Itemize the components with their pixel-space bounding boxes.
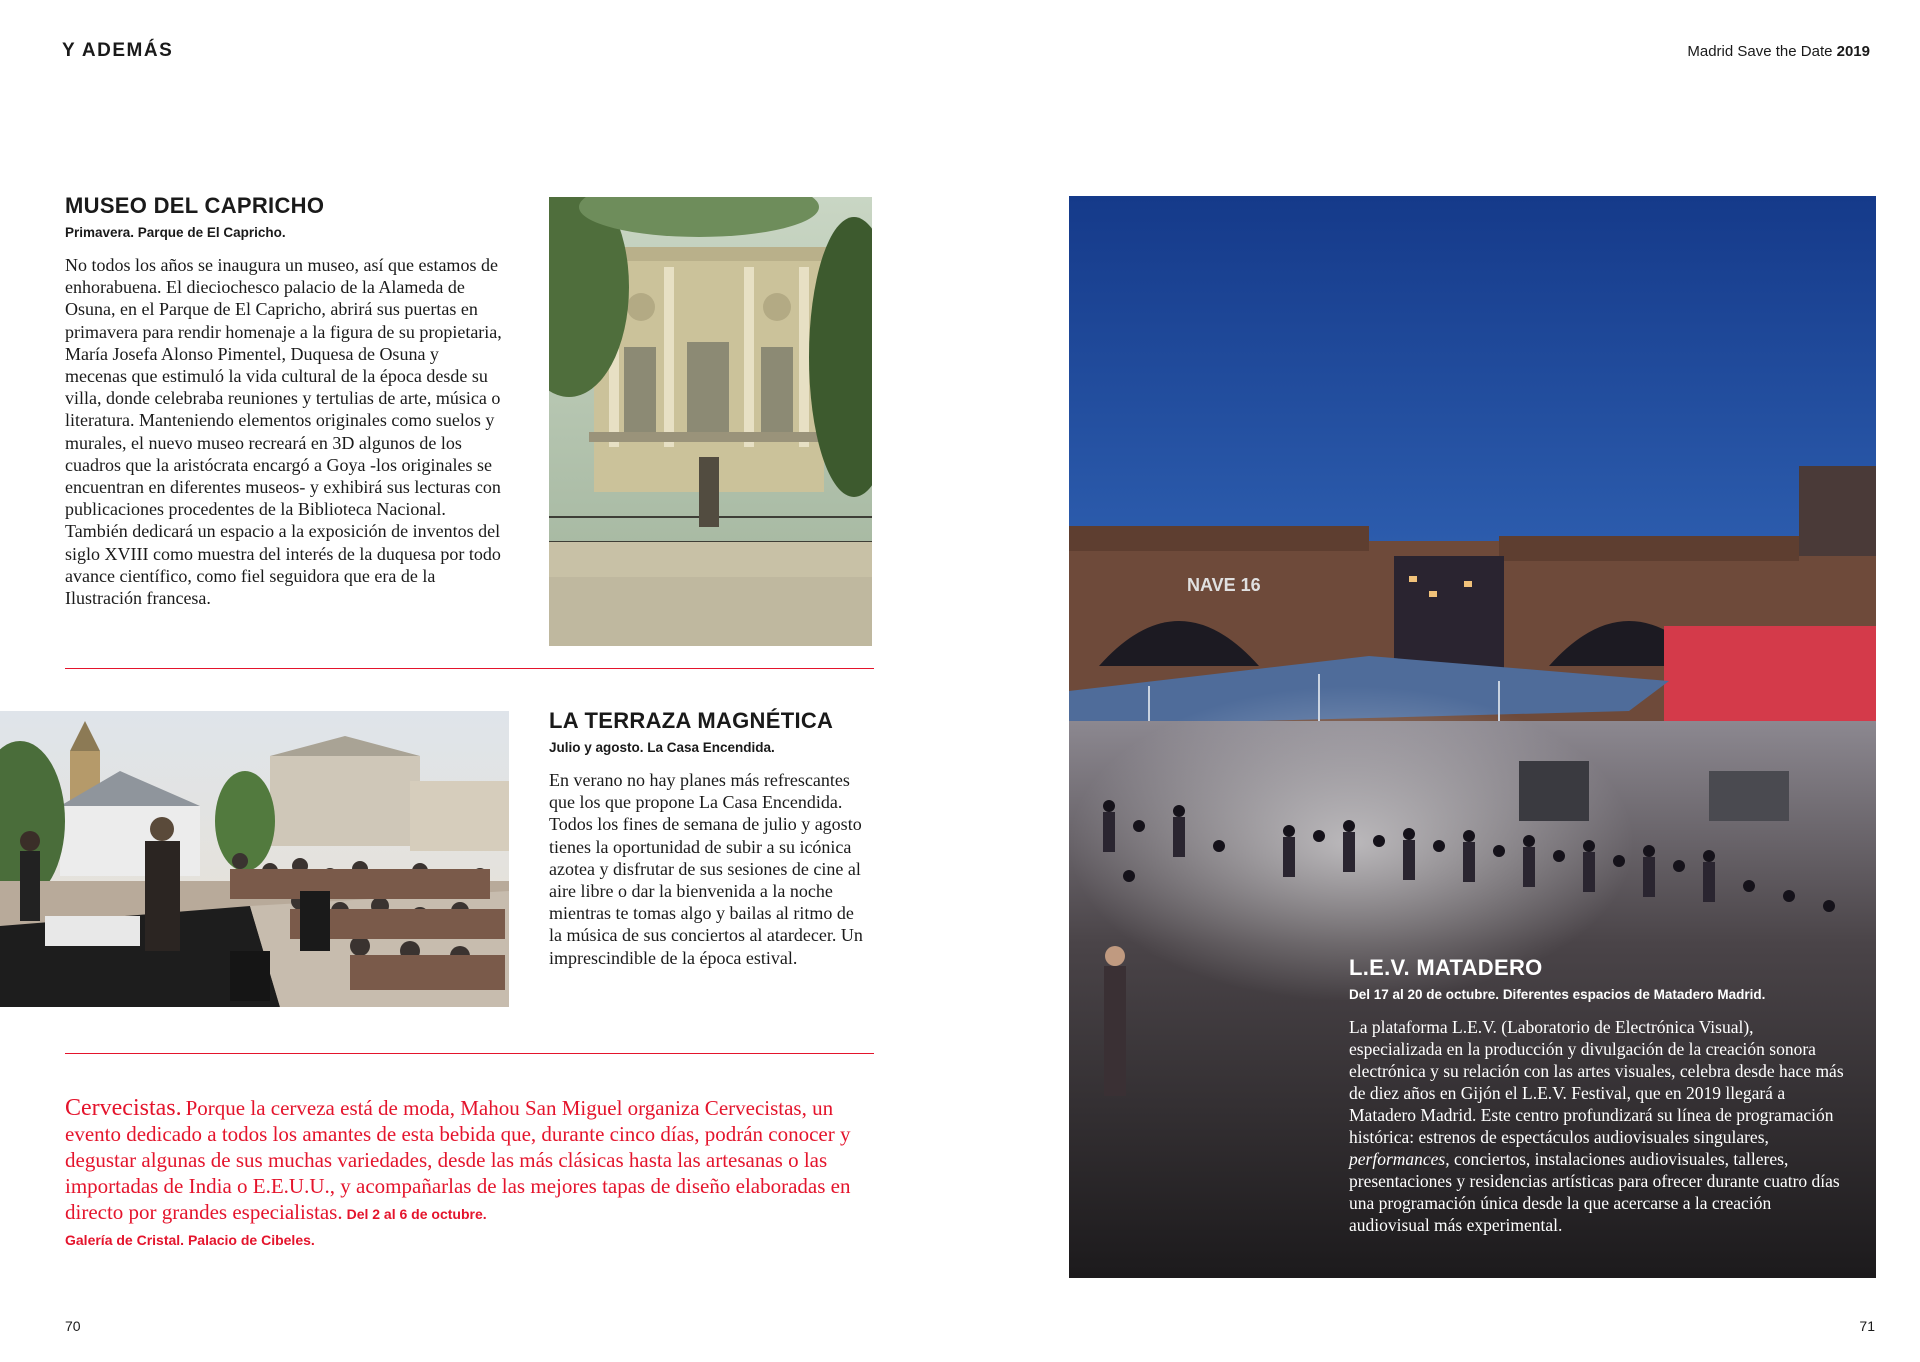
cervecistas-venue: Galería de Cristal. Palacio de Cibeles. [65,1232,315,1248]
nave-sign: NAVE 16 [1187,575,1261,595]
article-lev-matadero [1349,955,1849,1236]
article-subtitle: Del 17 al 20 de octubre. Diferentes espacios de Matadero Madrid. [1349,987,1766,1002]
cervecistas-lead: Cervecistas. [65,1095,182,1121]
page-number-right: 71 [1859,1318,1875,1334]
section-label: Y ADEMÁS [62,40,174,61]
article-title: MUSEO DEL CAPRICHO [65,193,325,218]
article-subtitle: Julio y agosto. La Casa Encendida. [549,740,775,755]
article-body: En verano no hay planes más refrescantes que los que propone La Casa Encendida. Todos los fines de semana de julio y agosto tienes la oportunidad de subir a su icónica azotea y disfrutar de sus sesiones de cine al aire libre o dar la bienvenida a la noche mientras te tomas algo y bailas al ritmo de la música de sus conciertos al atardecer. Un imprescindible de la época estival. [549,770,863,968]
publication-name: Madrid Save the Date [1687,43,1833,60]
article-title: LA TERRAZA MAGNÉTICA [549,708,834,733]
divider-rule [65,668,874,669]
cervecistas-dates: Del 2 al 6 de octubre. [346,1206,487,1222]
article-body-italic: performances, [1349,1149,1450,1169]
cervecistas-text: Porque la cerveza está de moda, Mahou San Miguel organiza Cervecistas, un evento dedicado a todos los amantes de esta bebida que, durante cinco días, podrán conocer y degustar algunas de sus muchas variedades, desde las más clásicas hasta las artesanas o las importadas de India o E.E.U.U., y acompañarlas de las mejores tapas de diseño elaboradas en directo por grandes especialistas. [65,1096,851,1224]
article-body-end: conciertos, instalaciones audiovisuales, talleres, presentaciones y residencias artísticas para ofrecer durante cuatro días una programación única desde la que acercarse a la creación audiovisual más experimental. [1349,1149,1840,1235]
article-body: No todos los años se inaugura un museo, así que estamos de enhorabuena. El dieciochesco palacio de la Alameda de Osuna, en el Parque de El Capricho, abrirá sus puertas en primavera para rendir homenaje a la figura de su propietaria, María Josefa Alonso Pimentel, Duquesa de Osuna y mecenas que estimuló la vida cultural de la época desde su villa, donde celebraba reuniones y tertulias de arte, música o literatura. Manteniendo elementos originales como suelos y murales, el nuevo museo recreará en 3D algunos de los cuadros que la aristócrata encargó a Goya -los originales se encuentran en diferentes museos- y exhibirá sus lecturas con publicaciones procedentes de la Biblioteca Nacional. También dedicará un espacio a la exposición de inventos del siglo XVIII como muestra del interés de la duquesa por todo avance científico, como fiel seguidora que era de la Ilustración francesa. [65,255,502,609]
divider-rule [65,1053,874,1054]
publication-label [1687,43,1870,60]
article-museo-capricho [65,193,505,609]
article-title: L.E.V. MATADERO [1349,955,1543,980]
article-body-start: La plataforma L.E.V. (Laboratorio de Electrónica Visual), especializada en la producción y divulgación de la creación sonora electrónica y su relación con las artes visuales, celebra desde hace más de diez años en Gijón el L.E.V. Festival, que en 2019 llegará a Matadero Madrid. Este centro profundizará su línea de programación histórica: estrenos de espectáculos audiovisuales singulares, [1349,1017,1844,1147]
terrace-photo [0,711,509,1007]
page-number-left: 70 [65,1318,81,1334]
cervecistas-note [65,1095,875,1253]
palace-photo [549,197,872,646]
article-terraza-magnetica [549,708,869,969]
article-subtitle: Primavera. Parque de El Capricho. [65,225,286,240]
publication-year: 2019 [1836,43,1870,60]
article-body [1349,1016,1849,1236]
